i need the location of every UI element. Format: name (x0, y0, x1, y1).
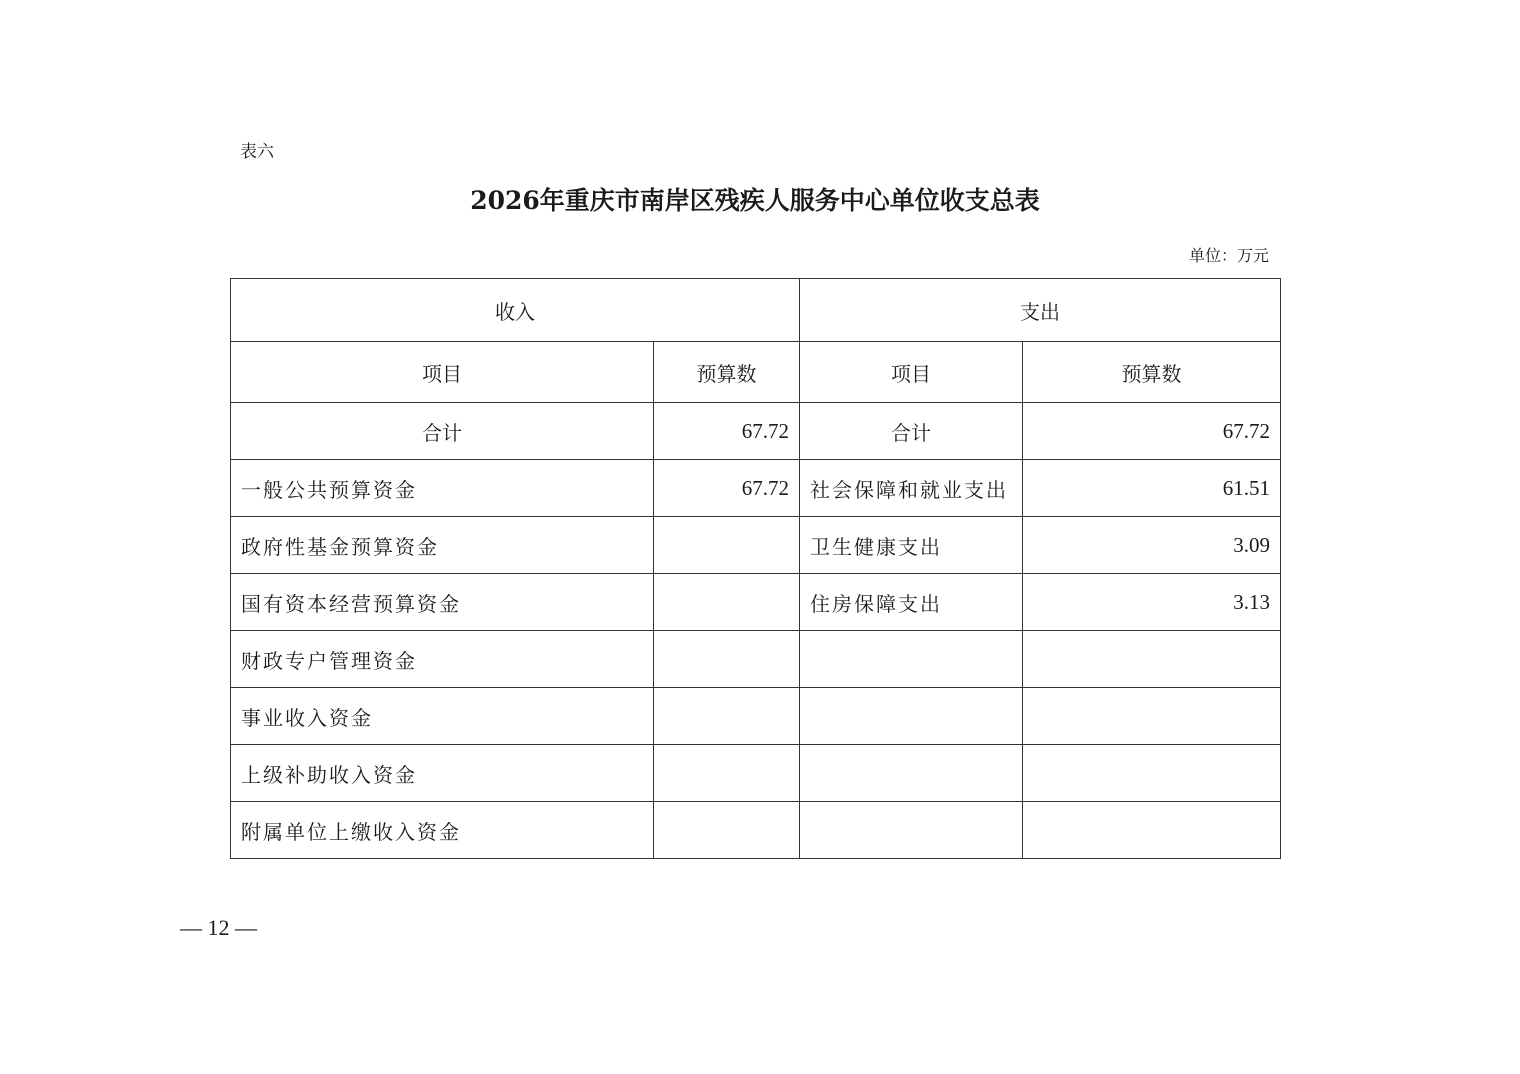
table-column-header-row (231, 342, 1281, 403)
table-label: 表六 (240, 142, 274, 162)
page-number: — 12 — (180, 915, 257, 940)
income-item-header: 项目 (231, 342, 654, 403)
expense-item (800, 745, 1023, 802)
expense-amount (1023, 688, 1281, 745)
table-row (231, 802, 1281, 859)
income-amount (654, 517, 800, 574)
income-expense-table (230, 278, 1281, 859)
income-amount: 67.72 (654, 460, 800, 517)
income-item: 政府性基金预算资金 (231, 517, 654, 574)
income-item: 上级补助收入资金 (231, 745, 654, 802)
expense-item: 卫生健康支出 (800, 517, 1023, 574)
expense-amount (1023, 631, 1281, 688)
unit-label: 单位：万元 (1188, 246, 1269, 265)
income-item: 一般公共预算资金 (231, 460, 654, 517)
expense-total-amount: 67.72 (1023, 403, 1281, 460)
income-header: 收入 (231, 279, 800, 342)
table-group-header-row (231, 279, 1281, 342)
page-title: 2026年重庆市南岸区残疾人服务中心单位收支总表 (470, 186, 1040, 215)
income-item: 财政专户管理资金 (231, 631, 654, 688)
expense-amount: 3.13 (1023, 574, 1281, 631)
income-amount (654, 745, 800, 802)
expense-item: 社会保障和就业支出 (800, 460, 1023, 517)
income-amount-header: 预算数 (654, 342, 800, 403)
table-row (231, 745, 1281, 802)
income-amount (654, 802, 800, 859)
table-row (231, 688, 1281, 745)
income-amount (654, 574, 800, 631)
table-row (231, 574, 1281, 631)
expense-amount: 61.51 (1023, 460, 1281, 517)
expense-amount (1023, 802, 1281, 859)
expense-header: 支出 (800, 279, 1281, 342)
table-row (231, 631, 1281, 688)
income-total-amount: 67.72 (654, 403, 800, 460)
expense-item-header: 项目 (800, 342, 1023, 403)
expense-amount (1023, 745, 1281, 802)
expense-total-label: 合计 (800, 403, 1023, 460)
income-amount (654, 631, 800, 688)
table-row (231, 460, 1281, 517)
expense-item (800, 688, 1023, 745)
income-item: 国有资本经营预算资金 (231, 574, 654, 631)
expense-item: 住房保障支出 (800, 574, 1023, 631)
table-row (231, 517, 1281, 574)
expense-amount-header: 预算数 (1023, 342, 1281, 403)
income-item: 附属单位上缴收入资金 (231, 802, 654, 859)
expense-amount: 3.09 (1023, 517, 1281, 574)
income-item: 事业收入资金 (231, 688, 654, 745)
expense-item (800, 631, 1023, 688)
income-total-label: 合计 (231, 403, 654, 460)
expense-item (800, 802, 1023, 859)
income-amount (654, 688, 800, 745)
total-row (231, 403, 1281, 460)
